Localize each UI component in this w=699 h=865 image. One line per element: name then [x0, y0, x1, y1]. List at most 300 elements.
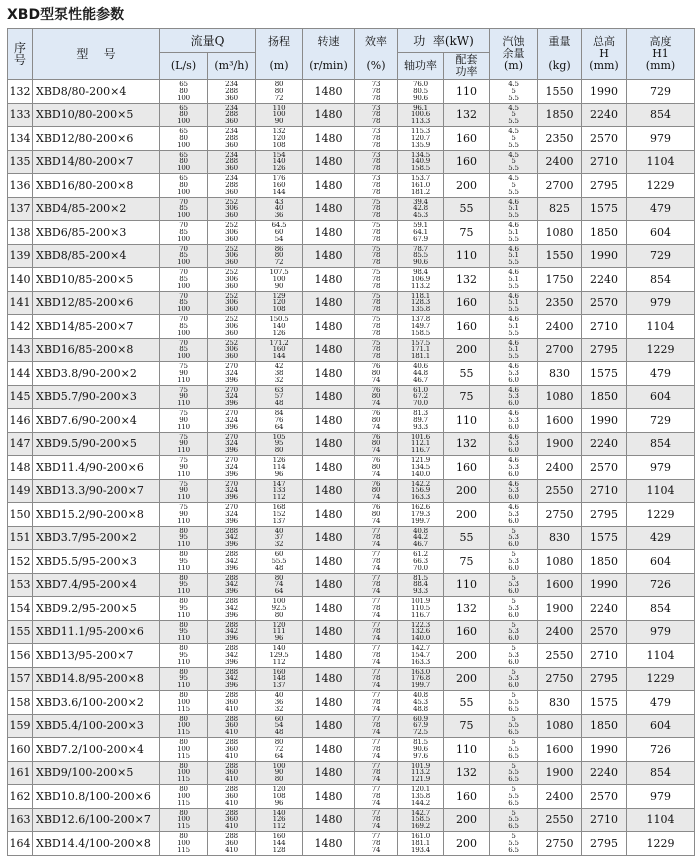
flow-m3h-cell-value: 396 — [225, 447, 238, 454]
head-cell-value: 107.5 — [269, 269, 289, 276]
head-cell-value: 80 — [274, 252, 284, 260]
shaft-power-cell-value: 93.3 — [413, 588, 428, 595]
npsh-cell-value: 4.6 — [508, 198, 519, 206]
shaft-power-cell-value: 44.2 — [413, 534, 428, 542]
head-cell-value: 55.5 — [271, 557, 287, 565]
npsh-cell-value: 5.3 — [508, 651, 519, 659]
row-number: 144 — [8, 362, 33, 386]
shaft-power-cell — [398, 174, 444, 198]
head-cell-value: 42 — [274, 363, 284, 370]
head-cell-value: 86 — [274, 245, 284, 253]
shaft-power-cell — [398, 150, 444, 174]
shaft-power-cell-value: 81.5 — [413, 574, 428, 582]
shaft-power-cell-value: 98.4 — [413, 269, 428, 276]
shaft-power-cell-value: 149.7 — [410, 322, 431, 330]
table-body — [8, 80, 695, 856]
efficiency-cell-value: 78 — [371, 282, 381, 290]
table-row — [8, 432, 695, 456]
row-number: 163 — [8, 808, 33, 832]
row-number: 157 — [8, 667, 33, 691]
header-flow: 流量Q — [160, 29, 256, 53]
head-cell — [256, 150, 303, 174]
head-cell — [256, 456, 303, 480]
row-number: 142 — [8, 315, 33, 339]
head-cell-value: 80 — [274, 447, 284, 454]
flow-ls-cell — [160, 291, 208, 315]
shaft-power-cell-value: 163.0 — [410, 668, 431, 676]
model-name: XBD16/80-200×8 — [33, 174, 160, 198]
npsh-cell-value: 6.5 — [508, 799, 519, 807]
npsh-cell-value: 4.6 — [508, 269, 519, 276]
efficiency-cell-value: 78 — [371, 181, 381, 189]
npsh-cell-value: 5.3 — [508, 487, 519, 495]
flow-ls-cell-value: 115 — [177, 776, 190, 783]
npsh-cell-value: 6.5 — [508, 752, 519, 760]
efficiency-cell — [355, 268, 398, 292]
weight-cell: 1900 — [538, 432, 582, 456]
npsh-cell-value: 5 — [511, 551, 516, 558]
weight-cell: 1080 — [538, 714, 582, 738]
flow-m3h-cell-value: 288 — [225, 598, 238, 605]
model-name: XBD12/80-200×6 — [33, 127, 160, 151]
head-cell-value: 108 — [272, 306, 286, 313]
npsh-cell-value: 6.0 — [508, 400, 519, 407]
flow-ls-cell-value: 70 — [179, 316, 188, 323]
table-row — [8, 573, 695, 597]
flow-m3h-cell-value: 360 — [225, 769, 238, 777]
total-height-cell: 2795 — [582, 832, 627, 856]
height-h1-cell: 604 — [627, 550, 695, 574]
row-number: 141 — [8, 291, 33, 315]
npsh-cell-value: 5.3 — [508, 557, 519, 565]
model-name: XBD14.4/100-200×8 — [33, 832, 160, 856]
flow-m3h-cell — [208, 432, 256, 456]
table-row — [8, 103, 695, 127]
head-cell-value: 90 — [274, 769, 284, 777]
shaft-power-cell-value: 122.3 — [410, 621, 431, 629]
head-cell — [256, 691, 303, 715]
flow-ls-cell-value: 90 — [179, 487, 188, 495]
npsh-cell — [490, 479, 538, 503]
efficiency-cell — [355, 338, 398, 362]
efficiency-cell — [355, 550, 398, 574]
row-number: 134 — [8, 127, 33, 151]
flow-ls-cell-value: 70 — [179, 339, 188, 347]
efficiency-cell-value: 74 — [371, 635, 381, 642]
flow-m3h-cell-value: 288 — [225, 551, 238, 558]
shaft-power-cell-value: 135.8 — [410, 792, 431, 800]
shaft-power-cell-value: 40.8 — [413, 527, 428, 535]
model-name: XBD14/85-200×7 — [33, 315, 160, 339]
npsh-cell-value: 6.0 — [508, 588, 519, 595]
row-number: 153 — [8, 573, 33, 597]
height-h1-cell: 479 — [627, 362, 695, 386]
head-cell-value: 100 — [272, 275, 286, 283]
speed-cell: 1480 — [303, 456, 355, 480]
shaft-power-cell-value: 154.7 — [410, 651, 431, 659]
shaft-power-cell — [398, 456, 444, 480]
npsh-cell-value: 5.5 — [508, 306, 519, 313]
head-cell-value: 36 — [274, 212, 284, 219]
npsh-cell — [490, 785, 538, 809]
efficiency-cell-value: 78 — [371, 322, 381, 330]
flow-m3h-cell-value: 270 — [225, 504, 238, 511]
head-cell — [256, 597, 303, 621]
npsh-cell-value: 6.5 — [508, 776, 519, 783]
total-height-cell: 1990 — [582, 738, 627, 762]
flow-m3h-cell — [208, 738, 256, 762]
npsh-cell — [490, 714, 538, 738]
model-name: XBD15.2/90-200×8 — [33, 503, 160, 527]
head-cell-value: 72 — [274, 94, 284, 102]
npsh-cell-value: 5.5 — [508, 769, 519, 777]
height-h1-cell: 1229 — [627, 667, 695, 691]
shaft-power-cell-value: 140.0 — [410, 635, 431, 642]
shaft-power-cell — [398, 761, 444, 785]
flow-m3h-cell — [208, 197, 256, 221]
weight-cell: 1850 — [538, 103, 582, 127]
flow-ls-cell-value: 90 — [179, 510, 188, 518]
height-h1-cell: 1229 — [627, 832, 695, 856]
flow-m3h-cell-value: 288 — [225, 134, 238, 142]
head-cell-value: 90 — [274, 282, 284, 290]
shaft-power-cell-value: 140.9 — [410, 158, 431, 166]
flow-m3h-cell-value: 306 — [225, 205, 238, 213]
flow-m3h-cell — [208, 714, 256, 738]
head-cell-value: 129 — [272, 292, 286, 300]
efficiency-cell — [355, 503, 398, 527]
efficiency-cell-value: 74 — [371, 611, 381, 619]
matched-power-cell: 132 — [444, 432, 490, 456]
shaft-power-cell-value: 120.1 — [410, 786, 431, 793]
npsh-cell-value: 5.3 — [508, 604, 519, 612]
shaft-power-cell-value: 115.3 — [410, 128, 431, 135]
head-cell-value: 72 — [274, 259, 284, 266]
efficiency-cell — [355, 808, 398, 832]
shaft-power-cell — [398, 315, 444, 339]
flow-m3h-cell-value: 288 — [225, 181, 238, 189]
efficiency-cell — [355, 761, 398, 785]
row-number: 154 — [8, 597, 33, 621]
npsh-cell-value: 5.5 — [508, 722, 519, 730]
flow-ls-cell-value: 110 — [177, 611, 190, 619]
efficiency-cell — [355, 714, 398, 738]
head-cell — [256, 832, 303, 856]
flow-m3h-cell-value: 360 — [225, 722, 238, 730]
flow-ls-cell-value: 90 — [179, 440, 188, 448]
npsh-cell-value: 5.5 — [508, 792, 519, 800]
model-name: XBD4/85-200×2 — [33, 197, 160, 221]
table-row — [8, 221, 695, 245]
npsh-cell — [490, 338, 538, 362]
matched-power-cell: 75 — [444, 385, 490, 409]
head-cell-value: 80 — [274, 81, 284, 88]
flow-m3h-cell — [208, 127, 256, 151]
head-cell — [256, 526, 303, 550]
flow-ls-cell-value: 75 — [179, 410, 188, 417]
height-h1-cell: 479 — [627, 691, 695, 715]
header-head: 扬程 (m) — [256, 29, 303, 80]
flow-m3h-cell — [208, 150, 256, 174]
efficiency-cell — [355, 597, 398, 621]
shaft-power-cell-value: 135.8 — [410, 306, 431, 313]
efficiency-cell-value: 78 — [371, 275, 381, 283]
efficiency-cell-value: 76 — [371, 386, 381, 394]
flow-ls-cell-value: 110 — [177, 517, 190, 525]
flow-ls-cell-value: 85 — [179, 322, 188, 330]
flow-m3h-cell-value: 342 — [225, 604, 238, 612]
flow-ls-cell-value: 65 — [179, 151, 188, 159]
flow-ls-cell-value: 100 — [177, 839, 190, 847]
npsh-cell-value: 4.6 — [508, 245, 519, 253]
speed-cell: 1480 — [303, 244, 355, 268]
height-h1-cell: 604 — [627, 221, 695, 245]
head-cell-value: 40 — [274, 692, 284, 699]
head-cell — [256, 785, 303, 809]
npsh-cell-value: 5 — [511, 574, 516, 582]
header-model: 型 号 — [33, 29, 160, 80]
shaft-power-cell-value: 90.6 — [413, 745, 428, 753]
flow-ls-cell-value: 80 — [179, 551, 188, 558]
npsh-cell — [490, 808, 538, 832]
head-cell-value: 126 — [272, 329, 286, 337]
flow-ls-cell-value: 75 — [179, 504, 188, 511]
head-cell-value: 132 — [272, 128, 286, 135]
head-cell-value: 160 — [272, 668, 286, 676]
flow-m3h-cell-value: 234 — [225, 81, 238, 88]
head-cell-value: 60 — [274, 228, 284, 236]
speed-cell: 1480 — [303, 221, 355, 245]
efficiency-cell — [355, 479, 398, 503]
total-height-cell: 2710 — [582, 644, 627, 668]
efficiency-cell-value: 73 — [371, 151, 381, 159]
head-cell-value: 80 — [274, 739, 284, 746]
npsh-cell — [490, 667, 538, 691]
npsh-cell-value: 5 — [511, 134, 516, 142]
total-height-cell: 1850 — [582, 385, 627, 409]
flow-m3h-cell — [208, 338, 256, 362]
shaft-power-cell-value: 72.5 — [413, 729, 428, 736]
head-cell-value: 100 — [272, 111, 286, 119]
flow-ls-cell — [160, 197, 208, 221]
table-row — [8, 714, 695, 738]
npsh-cell-value: 5.1 — [508, 228, 519, 236]
flow-ls-cell-value: 100 — [177, 94, 190, 102]
efficiency-cell — [355, 691, 398, 715]
head-cell — [256, 432, 303, 456]
head-cell-value: 96 — [274, 799, 284, 807]
weight-cell: 2350 — [538, 291, 582, 315]
shaft-power-cell-value: 59.1 — [413, 222, 428, 229]
flow-m3h-cell-value: 360 — [225, 792, 238, 800]
flow-ls-cell-value: 115 — [177, 752, 190, 760]
flow-ls-cell-value: 85 — [179, 346, 188, 354]
header-no: 序 号 — [8, 29, 33, 80]
efficiency-cell — [355, 244, 398, 268]
flow-m3h-cell-value: 252 — [225, 339, 238, 347]
row-number: 146 — [8, 409, 33, 433]
head-cell-value: 54 — [274, 235, 284, 243]
row-number: 140 — [8, 268, 33, 292]
flow-m3h-cell-value: 342 — [225, 557, 238, 565]
efficiency-cell-value: 75 — [371, 269, 381, 276]
npsh-cell — [490, 197, 538, 221]
npsh-cell-value: 5.5 — [508, 118, 519, 125]
shaft-power-cell-value: 179.3 — [410, 510, 431, 518]
weight-cell: 1900 — [538, 761, 582, 785]
matched-power-cell: 160 — [444, 315, 490, 339]
npsh-cell-value: 5.5 — [508, 282, 519, 290]
height-h1-cell: 979 — [627, 127, 695, 151]
head-cell-value: 80 — [274, 776, 284, 783]
shaft-power-cell-value: 85.5 — [413, 252, 428, 260]
head-cell — [256, 315, 303, 339]
matched-power-cell: 200 — [444, 503, 490, 527]
table-row — [8, 479, 695, 503]
head-cell — [256, 738, 303, 762]
row-number: 158 — [8, 691, 33, 715]
npsh-cell — [490, 761, 538, 785]
model-name: XBD16/85-200×8 — [33, 338, 160, 362]
flow-ls-cell-value: 80 — [179, 833, 188, 840]
flow-ls-cell-value: 90 — [179, 416, 188, 424]
flow-m3h-cell-value: 396 — [225, 588, 238, 595]
shaft-power-cell-value: 88.4 — [413, 581, 428, 589]
height-h1-cell: 854 — [627, 103, 695, 127]
row-number: 162 — [8, 785, 33, 809]
flow-m3h-cell-value: 396 — [225, 682, 238, 689]
total-height-cell: 2710 — [582, 808, 627, 832]
speed-cell: 1480 — [303, 832, 355, 856]
shaft-power-cell-value: 121.9 — [410, 457, 431, 464]
flow-ls-cell — [160, 80, 208, 104]
npsh-cell-value: 5.5 — [508, 353, 519, 360]
weight-cell: 830 — [538, 362, 582, 386]
shaft-power-cell-value: 113.2 — [410, 769, 431, 777]
row-number: 147 — [8, 432, 33, 456]
flow-m3h-cell-value: 234 — [225, 128, 238, 135]
head-cell-value: 147 — [272, 480, 286, 488]
model-name: XBD8/85-200×4 — [33, 244, 160, 268]
flow-ls-cell — [160, 644, 208, 668]
flow-m3h-cell-value: 410 — [225, 729, 238, 736]
npsh-cell-value: 6.5 — [508, 823, 519, 830]
head-cell-value: 144 — [272, 188, 286, 196]
head-cell — [256, 362, 303, 386]
npsh-cell — [490, 150, 538, 174]
flow-ls-cell — [160, 479, 208, 503]
flow-ls-cell-value: 65 — [179, 175, 188, 182]
header-efficiency: 效率 (%) — [355, 29, 398, 80]
efficiency-cell-value: 75 — [371, 245, 381, 253]
shaft-power-cell-value: 113.3 — [410, 118, 431, 125]
head-cell-value: 112 — [272, 494, 286, 501]
flow-ls-cell-value: 80 — [179, 621, 188, 629]
efficiency-cell-value: 74 — [371, 658, 381, 666]
weight-cell: 1600 — [538, 738, 582, 762]
table-row — [8, 244, 695, 268]
height-h1-cell: 729 — [627, 409, 695, 433]
total-height-cell: 1850 — [582, 550, 627, 574]
shaft-power-cell — [398, 127, 444, 151]
row-number: 139 — [8, 244, 33, 268]
efficiency-cell — [355, 385, 398, 409]
total-height-cell: 1850 — [582, 221, 627, 245]
weight-cell: 1550 — [538, 244, 582, 268]
flow-m3h-cell-value: 360 — [225, 353, 238, 360]
flow-ls-cell-value: 115 — [177, 823, 190, 830]
model-name: XBD7.4/95-200×4 — [33, 573, 160, 597]
flow-m3h-cell-value: 288 — [225, 645, 238, 652]
efficiency-cell-value: 74 — [371, 729, 381, 736]
height-h1-cell: 1104 — [627, 808, 695, 832]
table-row — [8, 832, 695, 856]
matched-power-cell: 132 — [444, 268, 490, 292]
flow-m3h-cell-value: 324 — [225, 487, 238, 495]
weight-cell: 2750 — [538, 667, 582, 691]
flow-m3h-cell-value: 234 — [225, 151, 238, 159]
head-cell-value: 112 — [272, 823, 286, 830]
shaft-power-cell-value: 120.7 — [410, 134, 431, 142]
flow-m3h-cell-value: 270 — [225, 386, 238, 394]
efficiency-cell-value: 74 — [371, 541, 381, 548]
head-cell-value: 43 — [274, 198, 284, 206]
head-cell-value: 32 — [274, 376, 284, 384]
head-cell — [256, 503, 303, 527]
shaft-power-cell-value: 199.7 — [410, 682, 431, 689]
head-cell-value: 32 — [274, 541, 284, 548]
head-cell-value: 80 — [274, 87, 284, 95]
efficiency-cell — [355, 150, 398, 174]
efficiency-cell-value: 74 — [371, 776, 381, 783]
flow-m3h-cell-value: 410 — [225, 799, 238, 807]
table-row — [8, 550, 695, 574]
speed-cell: 1480 — [303, 761, 355, 785]
matched-power-cell: 160 — [444, 291, 490, 315]
flow-m3h-cell — [208, 456, 256, 480]
total-height-cell: 2240 — [582, 597, 627, 621]
head-cell-value: 120 — [272, 134, 286, 142]
npsh-cell-value: 4.5 — [508, 128, 519, 135]
flow-ls-cell — [160, 691, 208, 715]
head-cell-value: 37 — [274, 534, 284, 542]
flow-m3h-cell-value: 306 — [225, 299, 238, 307]
model-name: XBD13/95-200×7 — [33, 644, 160, 668]
efficiency-cell-value: 74 — [371, 799, 381, 807]
efficiency-cell-value: 73 — [371, 81, 381, 88]
efficiency-cell-value: 75 — [371, 198, 381, 206]
head-cell-value: 60 — [274, 715, 284, 723]
flow-ls-cell-value: 110 — [177, 470, 190, 478]
npsh-cell-value: 5 — [511, 645, 516, 652]
matched-power-cell: 200 — [444, 479, 490, 503]
total-height-cell: 1575 — [582, 526, 627, 550]
efficiency-cell-value: 78 — [371, 329, 381, 337]
shaft-power-cell — [398, 620, 444, 644]
head-cell-value: 120 — [272, 786, 286, 793]
flow-m3h-cell-value: 324 — [225, 440, 238, 448]
head-cell-value: 64 — [274, 588, 284, 595]
npsh-cell-value: 6.0 — [508, 611, 519, 619]
npsh-cell-value: 5.1 — [508, 346, 519, 354]
flow-ls-cell-value: 75 — [179, 433, 188, 441]
height-h1-cell: 1229 — [627, 338, 695, 362]
npsh-cell-value: 5.5 — [508, 94, 519, 102]
head-cell-value: 140 — [272, 645, 286, 652]
flow-m3h-cell-value: 360 — [225, 188, 238, 196]
efficiency-cell — [355, 456, 398, 480]
head-cell — [256, 221, 303, 245]
